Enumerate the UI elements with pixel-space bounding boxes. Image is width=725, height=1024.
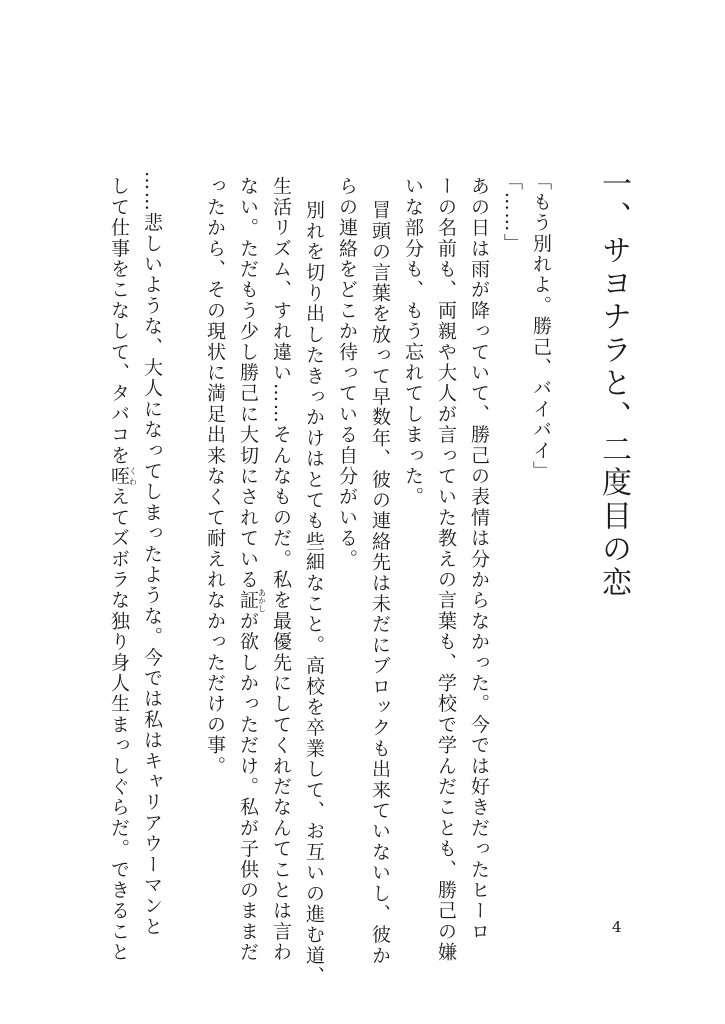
chapter-title: 一、サヨナラと、二度目の恋 (596, 168, 631, 600)
body-line-4: ーの名前も、両親や大人が言っていた教えの言葉も、学校で学んだことも、勝己の嫌 (435, 176, 457, 963)
body-line-13-b: えてズボラな独り身人生まっしぐらだ。できること (108, 486, 130, 963)
body-line-12: ……悲しいような、大人になってしまったような。今では私はキャリアウーマンと (141, 171, 163, 937)
ruby-kuwa-reading: くわ (128, 465, 138, 487)
body-line-7: らの連絡をどこか待っている自分がいる。 (336, 176, 358, 570)
body-line-2: 「……」 (501, 171, 523, 254)
body-line-3: あの日は雨が降っていて、勝己の表情は分からなかった。今では好きだったヒーロ (468, 176, 490, 942)
body-line-10-a: ない。ただもう少し勝己に大切にされている (237, 176, 259, 590)
body-line-11: ったから、その現状に満足出来なくて耐えれなかっただけの事。 (204, 176, 226, 777)
ruby-kuwa (108, 465, 138, 487)
ruby-kuwa-base: 咥 (108, 465, 130, 487)
body-line-1: 「もう別れよ。勝己、バイバイ」 (530, 171, 552, 482)
body-line-8: 別れを切り出したきっかけはとても些細なこと。高校を卒業して、お互いの進む道、 (303, 200, 325, 987)
body-line-10-b: が欲しかっただけ。私が子供のままだ (237, 610, 259, 963)
ruby-akashi (237, 588, 267, 613)
body-line-13 (109, 176, 137, 963)
body-line-13-a: して仕事をこなして、タバコを (108, 176, 130, 466)
ruby-akashi-base: 証 (237, 588, 259, 613)
body-line-10 (238, 176, 266, 963)
body-line-9: 生活リズム、すれ違い……そんなものだ。私を最優先にしてくれだなんてことは言わ (270, 176, 292, 963)
page-number: 4 (612, 918, 622, 936)
body-line-6: 冒頭の言葉を放って早数年、彼の連絡先は未だにブロックも出来ていないし、彼か (369, 200, 391, 966)
body-line-5: いな部分も、もう忘れてしまった。 (402, 176, 424, 508)
ruby-akashi-reading: あかし (257, 588, 267, 613)
